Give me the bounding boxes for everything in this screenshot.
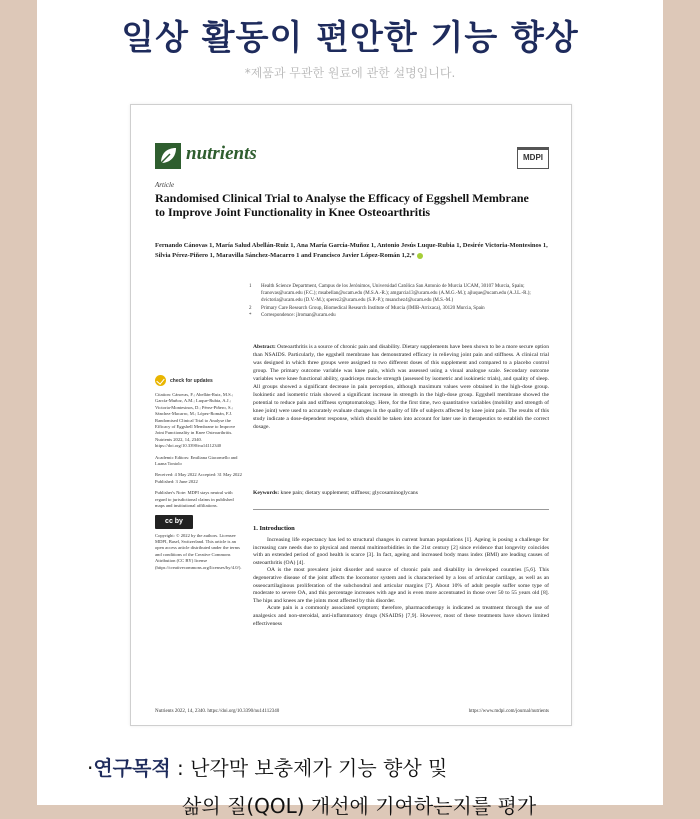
paragraph: Acute pain is a commonly associated symptom; therefore, pharmacotherapy is indicated as treatment through the use of analgesics and non-steroidal, anti-inflammatory drugs (NSAIDS) [7,9]. However, most of these treatments have shown limited effectiveness	[253, 605, 549, 627]
divider	[253, 509, 549, 510]
purpose-continuation: 삶의 질(QOL) 개선에 기여하는지를 평가	[182, 794, 537, 818]
academic-editors: Academic Editors: Emiliana Giacomello and Luana Toniolo	[155, 454, 238, 467]
paper-title: Randomised Clinical Trial to Analyse the Efficacy of Eggshell Membrane to Improve Joint Functionality in Knee Osteoarthritis	[155, 191, 529, 219]
orcid-icon	[417, 253, 423, 259]
bullet: ·	[87, 756, 94, 780]
content-panel	[37, 0, 663, 818]
citation: Citation: Cánovas, F.; Abellán-Ruiz, M.S.; García-Muñoz, A.M.; Luque-Rubia, A.J.; Victoria-Montesinos, D.; Pérez-Piñero, S.; Sánchez-Macarro, M.; López-Román, F.J. Randomised Clinical Trial to Analyse the Efficacy of Eggshell Membrane to Improve Joint Functionality in Knee Osteoarthritis. Nutrients 2022, 14, 2340. https://doi.org/10.3390/nu14112340	[155, 392, 236, 449]
headline: 일상 활동이 편안한 기능 향상	[121, 18, 579, 58]
research-purpose	[87, 752, 447, 781]
keywords	[253, 489, 549, 497]
cc-license-icon: cc by	[155, 515, 193, 529]
footer-citation: Nutrients 2022, 14, 2340. https://doi.org/10.3390/nu14112340	[155, 709, 280, 714]
introduction-text	[253, 537, 549, 628]
affiliation-item: * Correspondence: jlroman@ucam.edu	[249, 312, 336, 318]
abstract-text: Osteoarthritis is a source of chronic pain and disability. Dietary supplements have been shown to be a more secure option than NSAIDS. Particularly, the eggshell membrane has demonstrated efficacy in relieving joint pain and stiffness. A clinical trial was designed in which three groups were assigned to two different doses of this supplement and compared to a placebo control group. The primary outcome variable was knee pain, which was assessed using a visual analogue scale. Secondary outcome variables were knee functional ability, quadriceps muscle strength (assessed by isometric and isokinetic trials), and quality of sleep. All groups showed a significant decrease in pain perception, although maximum values were obtained in the high-dose group. Isokinetic and isometric trials showed a significant increase in strength in the high-dose group. Eggshell membrane showed the potential to reduce pain and stiffness symptomatology. Here, for the first time, two quantitative variables (mobility and strength of knee joint) were used to accurately evaluate changes in the quality of life of subjects affected by knee joint pain. The results of this study indicate a dose-dependent response, which should be taken into account for later use in therapeutics to establish the correct dosage.	[253, 344, 549, 430]
check-icon	[155, 375, 166, 386]
authors	[155, 241, 555, 261]
article-sidebar	[155, 375, 243, 576]
nutrients-leaf-icon	[155, 143, 181, 169]
affiliations	[249, 283, 549, 319]
keywords-text: knee pain; dietary supplement; stiffness; glycosaminoglycans	[280, 490, 418, 496]
article-label: Article	[155, 181, 175, 189]
affiliation-item: 1 Health Science Department, Campus de los Jerónimos, Universidad Católica San Antonio de Murcia UCAM, 30107 Murcia, Spain; fcanovas@ucam.edu (F.C.); msabellan@ucam.edu (M.S.A.-R.); amgarcia13@ucam.edu (A.M.G.-M.); ajluque@ucam.edu (A.J.L.-R.); dvictoria@ucam.edu (D.V.-M.); sperez2@ucam.edu (S.P.-P.); msanchez4@ucam.edu (M.S.-M.)	[249, 284, 531, 304]
footer-url: https://www.mdpi.com/journal/nutrients	[468, 709, 549, 714]
publisher-note: Publisher's Note: MDPI stays neutral with regard to jurisdictional claims in published maps and institutional affiliations.	[155, 490, 234, 509]
mdpi-logo: MDPI	[517, 147, 549, 169]
paper-image	[130, 104, 572, 726]
abstract-label: Abstract:	[253, 344, 276, 350]
publication-dates: Received: 4 May 2022 Accepted: 31 May 2022 Published: 3 June 2022	[155, 472, 242, 484]
keywords-label: Keywords:	[253, 490, 280, 496]
author-list: Fernando Cánovas 1, María Salud Abellán-Ruiz 1, Ana María García-Muñoz 1, Antonio Jesús Luque-Rubia 1, Desirée Victoria-Montesinos 1, Silvia Pérez-Piñero 1, Maravilla Sánchez-Macarro 1 and Francisco Javier López-Román 1,2,*	[155, 242, 548, 259]
check-for-updates-badge: check for updates	[155, 375, 243, 386]
abstract	[253, 343, 549, 431]
section-title: 1. Introduction	[253, 525, 295, 532]
copyright: Copyright: © 2022 by the authors. Licensee MDPI, Basel, Switzerland. This article is an open access article distributed under the terms and conditions of the Creative Commons Attribution (CC BY) license (https://creativecommons.org/licenses/by/4.0/).	[155, 532, 242, 570]
paragraph: Increasing life expectancy has led to structural changes in current human populations [1]. Ageing is posing a challenge for increasing care needs due to physical and mental multimorbidities in the 21st century [2] since evidence that longevity coincides with an extended period of good health is scarce [3]. In fact, ageing and increased body mass index (BMI) are leading causes of osteoarthritis (OA) [4].	[253, 537, 549, 566]
journal-name: nutrients	[186, 143, 257, 164]
purpose-label: 연구목적	[93, 756, 171, 780]
purpose-text: : 난각막 보충제가 기능 향상 및	[170, 756, 448, 780]
paragraph: OA is the most prevalent joint disorder and source of chronic pain and disability in developed countries [5,6]. This degenerative disease of the joint affects the locomotor system and is characterised by a loss of articular cartilage, as well as an osseocartilaginous proliferation of the subchondral and articular margins [7]. About 10% of adult people suffer some type of moderate to severe OA, and this percentage increases with age and is even more accentuated in those over 50 to 55 years old [8]. The hips and knees are the joints most affected by this disorder.	[253, 567, 549, 604]
affiliation-item: 2 Primary Care Research Group, Biomedical Research Institute of Murcia (IMIB-Arrixaca), 30120 Murcia, Spain	[249, 305, 485, 311]
disclaimer: *제품과 무관한 원료에 관한 설명입니다.	[244, 66, 456, 80]
